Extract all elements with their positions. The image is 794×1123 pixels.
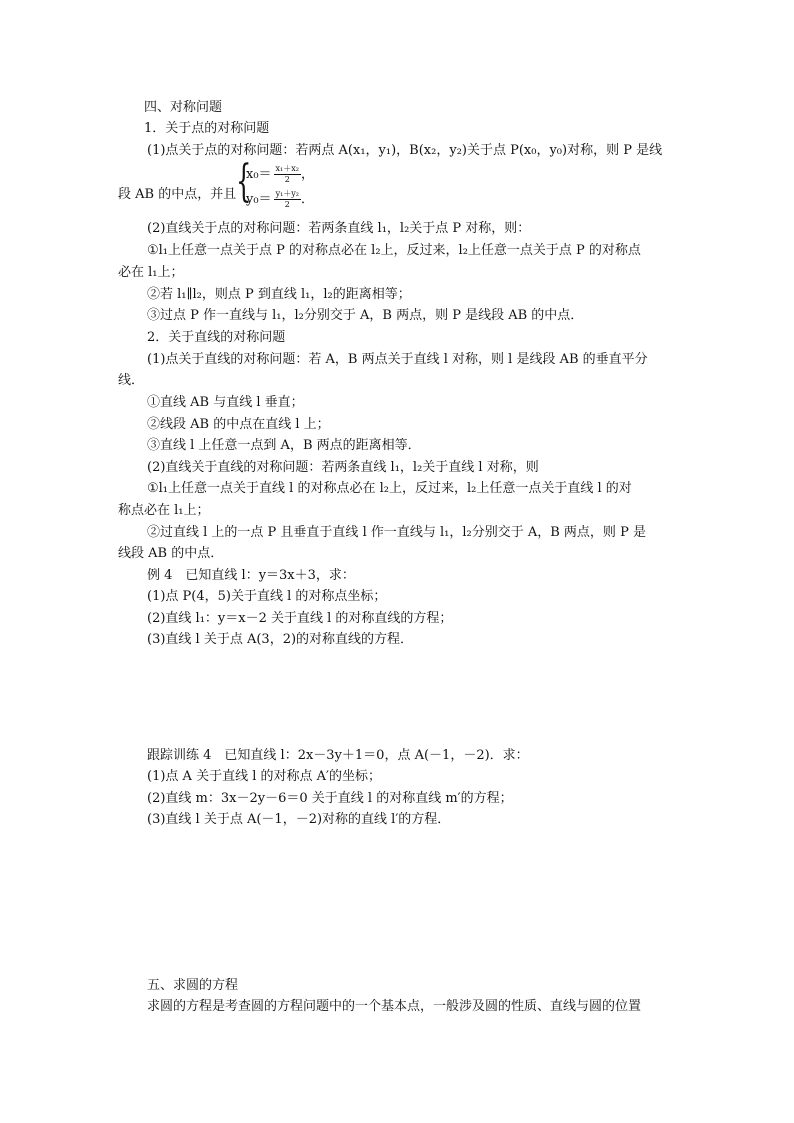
equation-y0 — [246, 188, 314, 210]
text-line-7: 必在 l₁上； — [118, 265, 184, 280]
fraction-x-denominator: 2 — [284, 175, 290, 184]
text-line-16: (2)直线关于直线的对称问题：若两条直线 l₁，l₂关于直线 l 对称，则 — [147, 460, 539, 475]
fraction-x — [274, 164, 301, 185]
text-line-18: 称点必在 l₁上； — [118, 503, 210, 518]
text-line-17: ①l₁上任意一点关于直线 l 的对称点必在 l₂上，反过来，l₂上任意一点关于直线 l 的对 — [147, 481, 632, 496]
text-line-30: 求圆的方程是考查圆的方程问题中的一个基本点，一般涉及圆的性质、直线与圆的位置 — [147, 999, 642, 1014]
text-line-20: 线段 AB 的中点． — [118, 546, 224, 561]
text-line-6: ①l₁上任意一点关于点 P 的对称点必在 l₂上，反过来，l₂上任意一点关于点 P 的对称点 — [147, 243, 641, 258]
text-line-5: (2)直线关于点的对称问题：若两条直线 l₁，l₂关于点 P 对称，则： — [147, 221, 531, 236]
fraction-y — [274, 189, 301, 210]
text-line-9: ③过点 P 作一直线与 l₁，l₂分别交于 A，B 两点，则 P 是线段 AB 的中点． — [147, 308, 584, 323]
equation-system — [236, 156, 376, 211]
text-line-26: (1)点 A 关于直线 l 的对称点 A′的坐标； — [147, 769, 381, 784]
text-line-22: (1)点 P(4，5)关于直线 l 的对称点坐标； — [147, 589, 387, 604]
text-line-14: ②线段 AB 的中点在直线 l 上； — [147, 417, 330, 432]
text-line-13: ①直线 AB 与直线 l 垂直； — [147, 395, 304, 410]
text-line-21: 例 4 已知直线 l：y＝3x＋3，求： — [147, 568, 355, 583]
text-line-2: 1．关于点的对称问题 — [144, 121, 270, 136]
text-line-10: 2．关于直线的对称问题 — [147, 330, 286, 345]
text-line-3: (1)点关于点的对称问题：若两点 A(x₁，y₁)，B(x₂，y₂)关于点 P(x₀，y₀)对称，则 P 是线 — [147, 143, 663, 158]
fraction-y-denominator: 2 — [284, 200, 290, 209]
eq2-end: ． — [301, 192, 315, 207]
text-line-24: (3)直线 l 关于点 A(3，2)的对称直线的方程． — [147, 632, 414, 647]
text-line-11: (1)点关于直线的对称问题：若 A，B 两点关于直线 l 对称，则 l 是线段 AB 的垂直平分 — [147, 352, 648, 367]
eq1-end: ， — [300, 167, 314, 182]
fraction-x-numerator: x₁＋x₂ — [275, 164, 299, 173]
text-line-29: 五、求圆的方程 — [147, 978, 239, 993]
text-line-4: 段 AB 的中点，并且 — [118, 187, 237, 202]
fraction-y-numerator: y₁＋y₂ — [275, 189, 300, 198]
text-line-12: 线． — [118, 373, 145, 388]
text-line-28: (3)直线 l 关于点 A(－1，－2)对称的直线 l′的方程． — [147, 812, 451, 827]
left-brace: { — [236, 156, 252, 207]
text-line-1: 四、对称问题 — [144, 100, 223, 115]
text-line-8: ②若 l₁∥l₂，则点 P 到直线 l₁，l₂的距离相等； — [147, 287, 411, 302]
eq1-lhs: x₀＝ — [246, 167, 272, 182]
text-line-19: ②过直线 l 上的一点 P 且垂直于直线 l 作一直线与 l₁，l₂分别交于 A，B 两点，则 P 是 — [147, 525, 646, 540]
text-line-27: (2)直线 m：3x－2y－6＝0 关于直线 l 的对称直线 m′的方程； — [147, 791, 513, 806]
text-line-25: 跟踪训练 4 已知直线 l：2x－3y＋1＝0，点 A(－1，－2)．求： — [147, 748, 529, 763]
text-line-23: (2)直线 l₁：y＝x－2 关于直线 l 的对称直线的方程； — [147, 611, 453, 626]
text-line-15: ③直线 l 上任意一点到 A，B 两点的距离相等． — [147, 438, 421, 453]
equation-x0 — [246, 163, 314, 185]
eq2-lhs: y₀＝ — [246, 192, 272, 207]
